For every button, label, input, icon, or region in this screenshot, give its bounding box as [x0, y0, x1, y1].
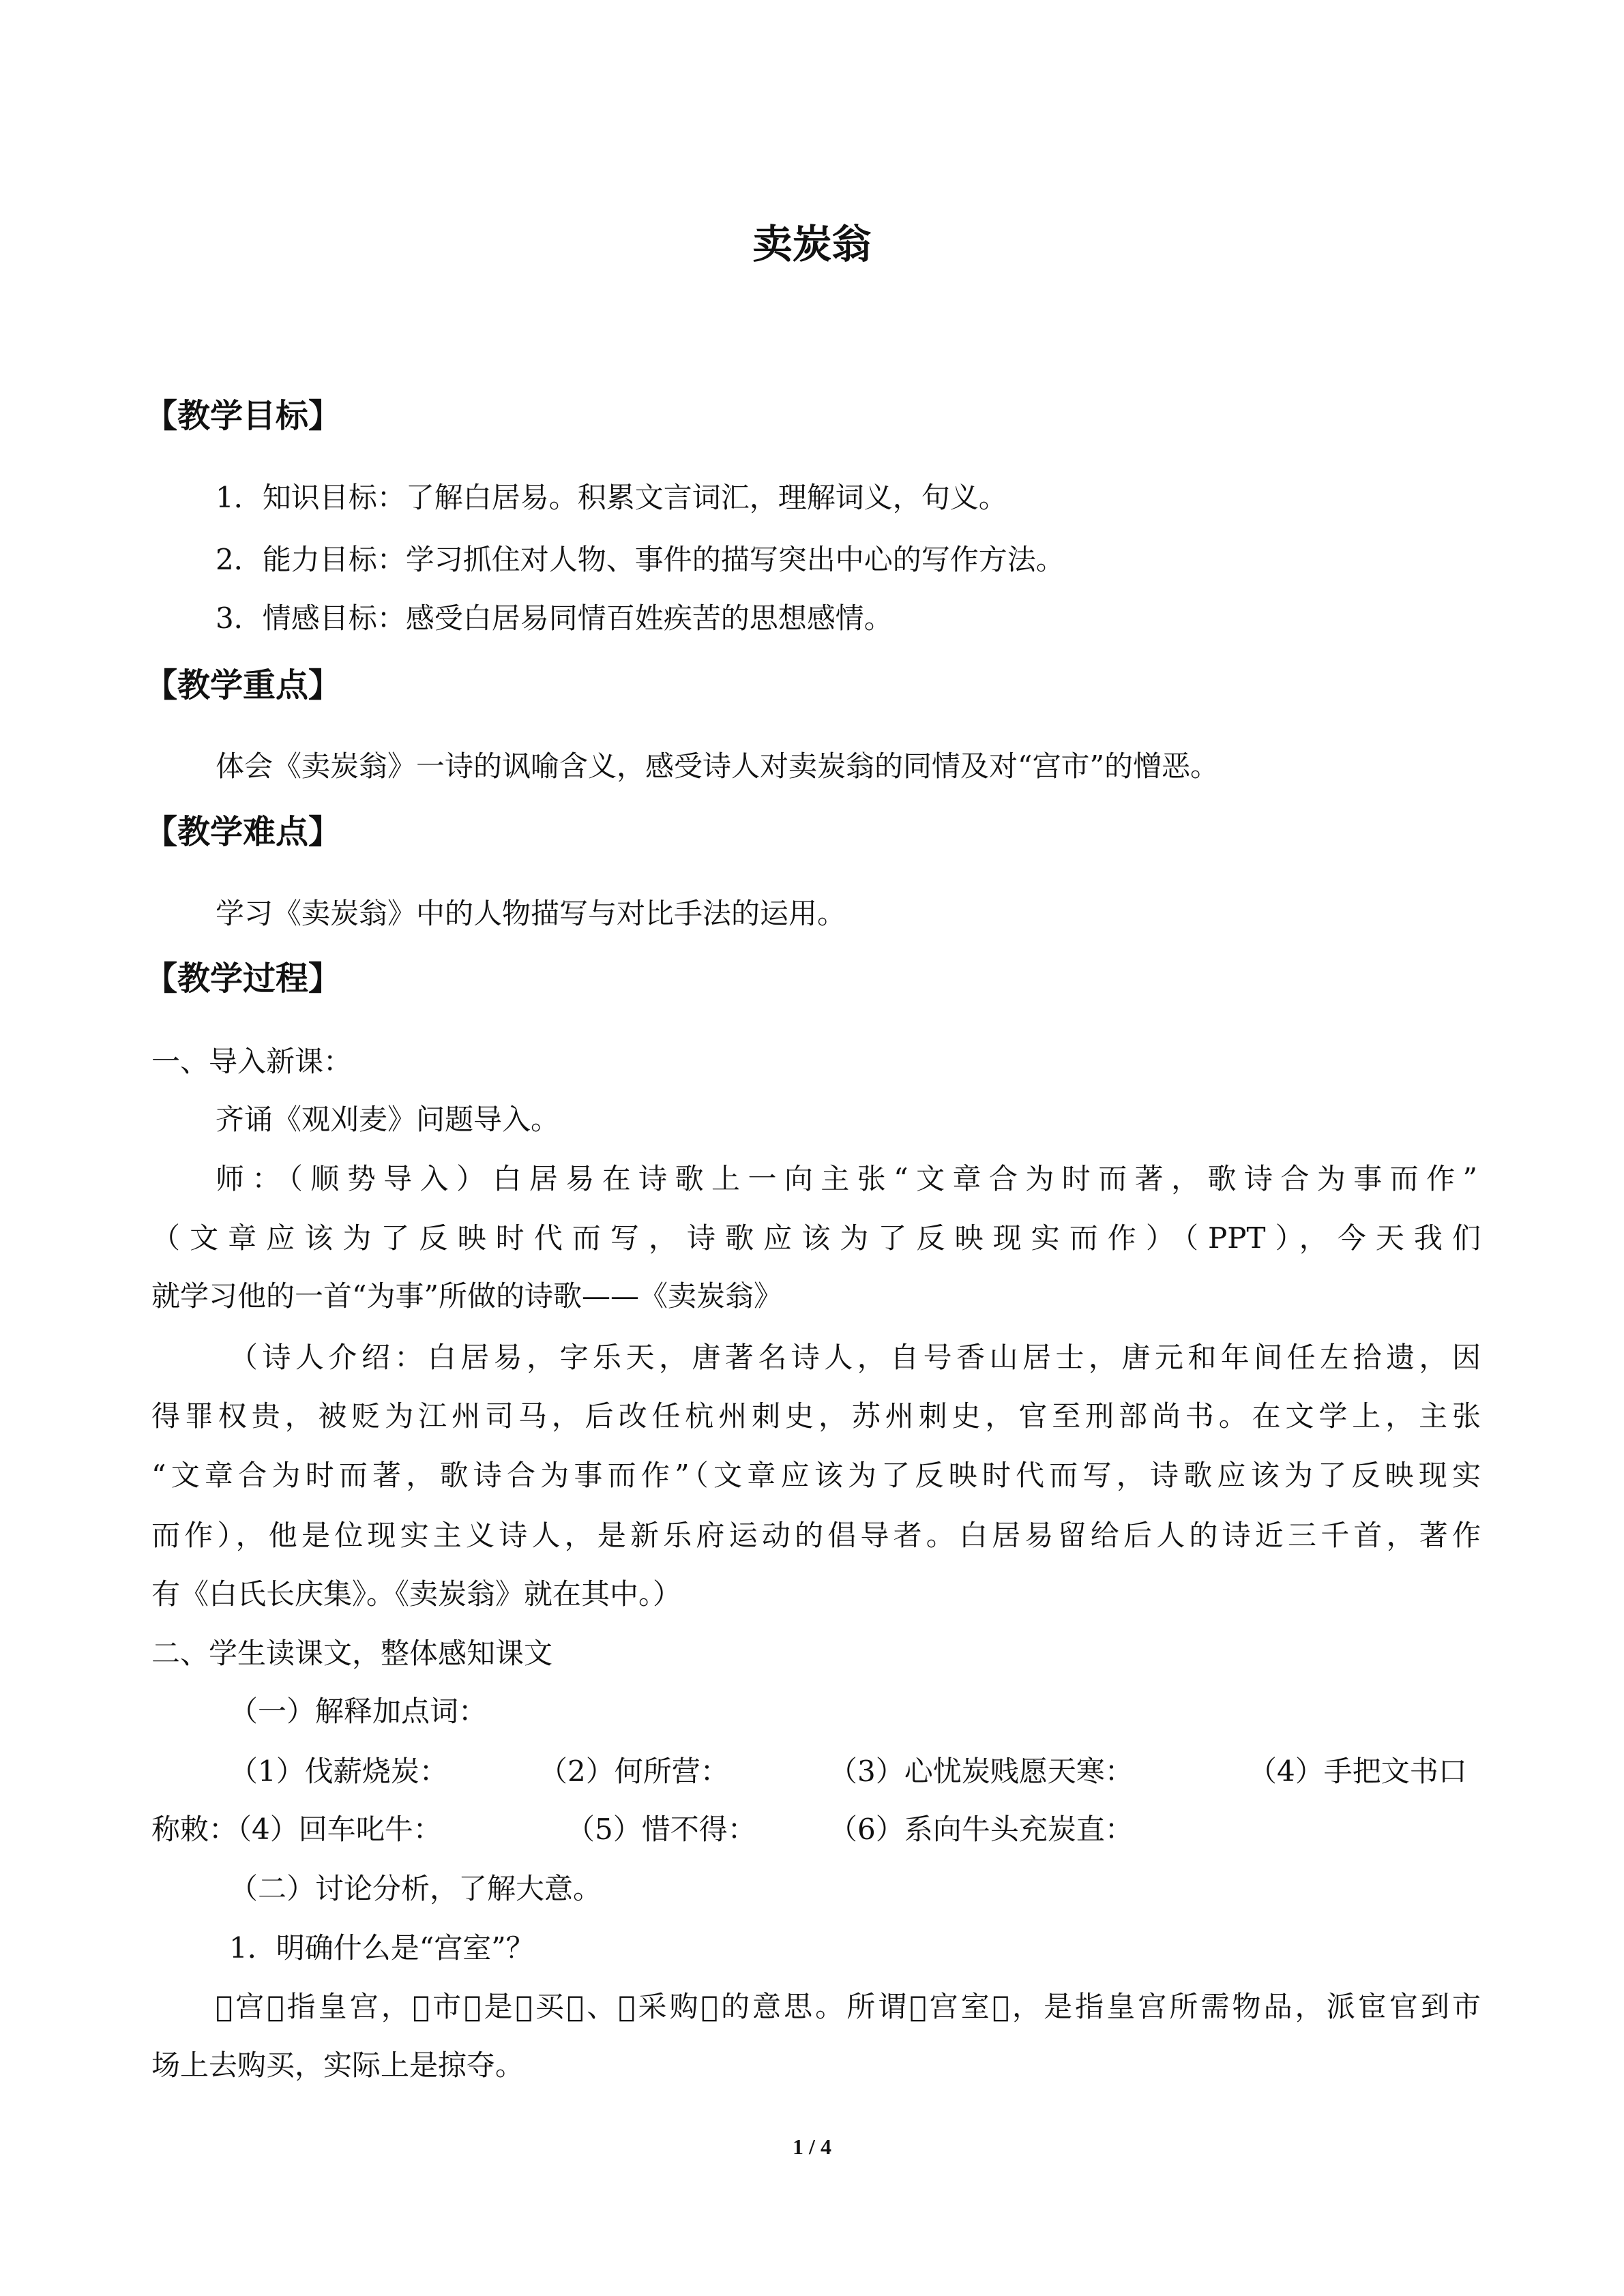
poet-intro-line-5: 有《白氏长庆集》。《卖炭翁》就在其中。） [151, 1577, 682, 1611]
part2-title: 二、学生读课文，整体感知课文 [151, 1637, 553, 1670]
teacher-line-1: 师：（顺势导入）白居易在诗歌上一向主张“文章合为时而著，歌诗合为事而作” [216, 1162, 1477, 1195]
poet-intro-line-1: （诗人介绍：白居易，字乐天，唐著名诗人，自号香山居士，唐元和年间任左拾遗，因 [229, 1341, 1481, 1374]
teacher-line-3: 就学习他的一首“为事”所做的诗歌——《卖炭翁》 [151, 1279, 782, 1313]
heading-teaching-goals: 【教学目标】 [145, 397, 342, 435]
difficulties-text: 学习《卖炭翁》中的人物描写与对比手法的运用。 [216, 897, 846, 930]
word-item-2: （2）何所营： [539, 1755, 729, 1788]
heading-difficulties: 【教学难点】 [145, 813, 342, 851]
part2-sub2: （二）讨论分析，了解大意。 [229, 1872, 602, 1905]
poet-intro-line-4: 而作），他是位现实主义诗人，是新乐府运动的倡导者。白居易留给后人的诗近三千首，著作 [151, 1519, 1481, 1552]
word-item-4: （4）手把文书口 [1248, 1755, 1467, 1788]
heading-teaching-process: 【教学过程】 [145, 959, 342, 998]
part2-sub1: （一）解释加点词： [229, 1695, 488, 1728]
heading-key-points: 【教学重点】 [145, 666, 342, 704]
answer-line-2: 场上去购买，实际上是掠夺。 [151, 2048, 525, 2082]
goal-item-emotion: 3．情感目标：感受白居易同情百姓疾苦的思想感情。 [216, 601, 893, 635]
part1-title: 一、导入新课： [151, 1045, 353, 1078]
answer-line-1:  宫 指皇宫， 市 是 买 、 采购 的意思。所谓 宫室 ，是指皇宫所需物品，派宦官到市 [216, 1990, 1481, 2023]
question-1: 1．明确什么是“宫室”？ [229, 1931, 535, 1965]
poet-intro-line-2: 得罪权贵，被贬为江州司马，后改任杭州刺史，苏州刺史，官至刑部尚书。在文学上，主张 [151, 1399, 1481, 1433]
word-item-3: （3）心忧炭贱愿天寒： [829, 1755, 1134, 1788]
word-item-6: （5）惜不得： [566, 1813, 756, 1846]
teacher-line-2: （文章应该为了反映时代而写，诗歌应该为了反映现实而作）（PPT），今天我们 [151, 1221, 1481, 1255]
word-item-7: （6）系向牛头充炭直： [829, 1813, 1134, 1846]
key-points-text: 体会《卖炭翁》一诗的讽喻含义，感受诗人对卖炭翁的同情及对“宫市”的憎恶。 [216, 749, 1219, 783]
word-item-5: 称敕：（4）回车叱牛： [151, 1813, 442, 1846]
page-number: 1 / 4 [793, 2134, 831, 2159]
poet-intro-line-3: “文章合为时而著，歌诗合为事而作”（文章应该为了反映时代而写，诗歌应该为了反映现实 [151, 1459, 1481, 1492]
goal-item-ability: 2．能力目标：学习抓住对人物、事件的描写突出中心的写作方法。 [216, 543, 1065, 576]
document-title: 卖炭翁 [752, 221, 872, 267]
goal-item-knowledge: 1．知识目标：了解白居易。积累文言词汇，理解词义，句义。 [216, 481, 1007, 514]
part1-intro: 齐诵《观刈麦》问题导入。 [216, 1103, 560, 1136]
word-item-1: （1）伐薪烧炭： [229, 1755, 448, 1788]
